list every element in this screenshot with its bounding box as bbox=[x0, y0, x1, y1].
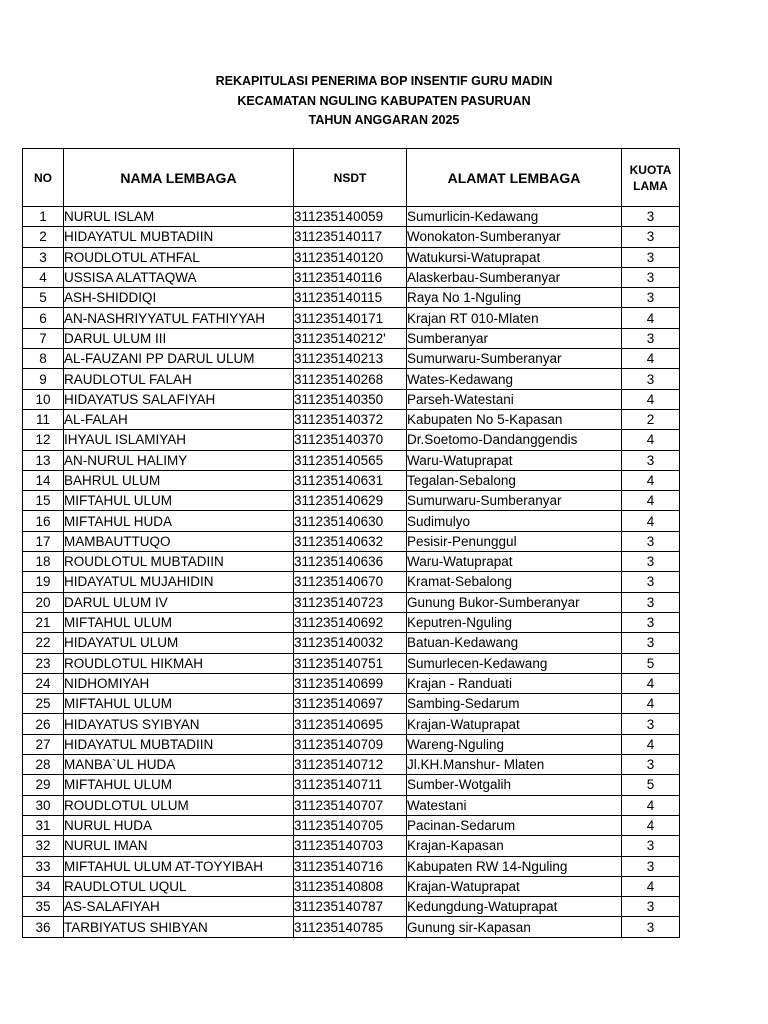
table-row bbox=[23, 227, 680, 247]
cell-nsdt: 311235140171 bbox=[294, 308, 407, 328]
cell-nsdt: 311235140115 bbox=[294, 288, 407, 308]
cell-nama-lembaga: NURUL HUDA bbox=[64, 815, 294, 835]
table-row bbox=[23, 288, 680, 308]
cell-kuota-lama: 4 bbox=[622, 876, 680, 896]
cell-no: 23 bbox=[23, 653, 64, 673]
cell-nsdt: 311235140350 bbox=[294, 389, 407, 409]
table-row bbox=[23, 897, 680, 917]
cell-kuota-lama: 4 bbox=[622, 430, 680, 450]
table-row bbox=[23, 430, 680, 450]
header-kuota-line-2: LAMA bbox=[633, 178, 668, 193]
cell-alamat-lembaga: Krajan-Watuprapat bbox=[407, 876, 622, 896]
table-row bbox=[23, 755, 680, 775]
cell-kuota-lama: 3 bbox=[622, 572, 680, 592]
cell-nsdt: 311235140703 bbox=[294, 836, 407, 856]
cell-nsdt: 311235140632 bbox=[294, 531, 407, 551]
cell-nsdt: 311235140117 bbox=[294, 227, 407, 247]
cell-nama-lembaga: ROUDLOTUL ATHFAL bbox=[64, 247, 294, 267]
cell-nsdt: 311235140629 bbox=[294, 491, 407, 511]
header-no: NO bbox=[23, 149, 64, 207]
cell-nsdt: 311235140116 bbox=[294, 267, 407, 287]
cell-nama-lembaga: HIDAYATUS SALAFIYAH bbox=[64, 389, 294, 409]
cell-nama-lembaga: USSISA ALATTAQWA bbox=[64, 267, 294, 287]
cell-nama-lembaga: MANBA`UL HUDA bbox=[64, 755, 294, 775]
table-row bbox=[23, 673, 680, 693]
cell-nama-lembaga: AL-FALAH bbox=[64, 409, 294, 429]
cell-nsdt: 311235140631 bbox=[294, 470, 407, 490]
cell-kuota-lama: 4 bbox=[622, 694, 680, 714]
cell-no: 2 bbox=[23, 227, 64, 247]
cell-no: 28 bbox=[23, 755, 64, 775]
table-row bbox=[23, 734, 680, 754]
cell-alamat-lembaga: Wates-Kedawang bbox=[407, 369, 622, 389]
cell-nsdt: 311235140120 bbox=[294, 247, 407, 267]
cell-kuota-lama: 3 bbox=[622, 592, 680, 612]
cell-no: 13 bbox=[23, 450, 64, 470]
cell-nsdt: 311235140032 bbox=[294, 633, 407, 653]
cell-kuota-lama: 4 bbox=[622, 349, 680, 369]
header-nama-lembaga: NAMA LEMBAGA bbox=[64, 149, 294, 207]
cell-no: 33 bbox=[23, 856, 64, 876]
cell-nsdt: 311235140712 bbox=[294, 755, 407, 775]
cell-nama-lembaga: DARUL ULUM III bbox=[64, 328, 294, 348]
cell-no: 12 bbox=[23, 430, 64, 450]
cell-kuota-lama: 4 bbox=[622, 308, 680, 328]
cell-no: 35 bbox=[23, 897, 64, 917]
cell-kuota-lama: 4 bbox=[622, 815, 680, 835]
cell-nsdt: 311235140808 bbox=[294, 876, 407, 896]
cell-kuota-lama: 3 bbox=[622, 369, 680, 389]
cell-nsdt: 311235140709 bbox=[294, 734, 407, 754]
table-row bbox=[23, 633, 680, 653]
cell-alamat-lembaga: Krajan - Randuati bbox=[407, 673, 622, 693]
table-row bbox=[23, 328, 680, 348]
cell-nsdt: 311235140716 bbox=[294, 856, 407, 876]
cell-alamat-lembaga: Waru-Watuprapat bbox=[407, 450, 622, 470]
cell-nama-lembaga: MIFTAHUL ULUM bbox=[64, 694, 294, 714]
cell-nama-lembaga: HIDAYATUL MUJAHIDIN bbox=[64, 572, 294, 592]
cell-kuota-lama: 3 bbox=[622, 531, 680, 551]
cell-nama-lembaga: HIDAYATUL MUBTADIIN bbox=[64, 227, 294, 247]
cell-nsdt: 311235140670 bbox=[294, 572, 407, 592]
cell-alamat-lembaga: Sumurwaru-Sumberanyar bbox=[407, 491, 622, 511]
cell-kuota-lama: 3 bbox=[622, 267, 680, 287]
document-title bbox=[0, 72, 768, 131]
cell-alamat-lembaga: Watukursi-Watuprapat bbox=[407, 247, 622, 267]
cell-nama-lembaga: RAUDLOTUL FALAH bbox=[64, 369, 294, 389]
cell-kuota-lama: 3 bbox=[622, 288, 680, 308]
title-line-3: TAHUN ANGGARAN 2025 bbox=[308, 113, 460, 127]
title-line-1: REKAPITULASI PENERIMA BOP INSENTIF GURU MADIN bbox=[215, 74, 553, 88]
cell-no: 34 bbox=[23, 876, 64, 896]
cell-kuota-lama: 4 bbox=[622, 511, 680, 531]
cell-kuota-lama: 3 bbox=[622, 612, 680, 632]
cell-nama-lembaga: NURUL IMAN bbox=[64, 836, 294, 856]
cell-alamat-lembaga: Krajan-Watuprapat bbox=[407, 714, 622, 734]
table-row bbox=[23, 369, 680, 389]
cell-kuota-lama: 3 bbox=[622, 247, 680, 267]
table-row bbox=[23, 531, 680, 551]
cell-kuota-lama: 5 bbox=[622, 775, 680, 795]
cell-nsdt: 311235140370 bbox=[294, 430, 407, 450]
cell-kuota-lama: 3 bbox=[622, 917, 680, 937]
cell-nama-lembaga: MAMBAUTTUQO bbox=[64, 531, 294, 551]
cell-kuota-lama: 3 bbox=[622, 207, 680, 227]
table-row bbox=[23, 592, 680, 612]
cell-kuota-lama: 3 bbox=[622, 836, 680, 856]
cell-kuota-lama: 4 bbox=[622, 389, 680, 409]
cell-alamat-lembaga: Sumberanyar bbox=[407, 328, 622, 348]
cell-alamat-lembaga: Sumber-Wotgalih bbox=[407, 775, 622, 795]
cell-alamat-lembaga: Krajan-Kapasan bbox=[407, 836, 622, 856]
cell-nsdt: 311235140636 bbox=[294, 552, 407, 572]
cell-no: 18 bbox=[23, 552, 64, 572]
cell-no: 15 bbox=[23, 491, 64, 511]
cell-no: 3 bbox=[23, 247, 64, 267]
recipients-table bbox=[22, 148, 680, 938]
cell-no: 1 bbox=[23, 207, 64, 227]
cell-alamat-lembaga: Gunung Bukor-Sumberanyar bbox=[407, 592, 622, 612]
table-row bbox=[23, 470, 680, 490]
cell-alamat-lembaga: Sumurwaru-Sumberanyar bbox=[407, 349, 622, 369]
table-row bbox=[23, 389, 680, 409]
table-row bbox=[23, 917, 680, 937]
cell-nsdt: 311235140268 bbox=[294, 369, 407, 389]
cell-no: 8 bbox=[23, 349, 64, 369]
cell-alamat-lembaga: Keputren-Nguling bbox=[407, 612, 622, 632]
cell-nsdt: 311235140059 bbox=[294, 207, 407, 227]
cell-nsdt: 311235140692 bbox=[294, 612, 407, 632]
cell-kuota-lama: 3 bbox=[622, 755, 680, 775]
cell-kuota-lama: 5 bbox=[622, 653, 680, 673]
table-row bbox=[23, 308, 680, 328]
cell-no: 7 bbox=[23, 328, 64, 348]
cell-nsdt: 311235140213 bbox=[294, 349, 407, 369]
cell-kuota-lama: 3 bbox=[622, 328, 680, 348]
table-body bbox=[23, 207, 680, 938]
cell-kuota-lama: 4 bbox=[622, 673, 680, 693]
cell-nsdt: 311235140697 bbox=[294, 694, 407, 714]
cell-alamat-lembaga: Jl.KH.Manshur- Mlaten bbox=[407, 755, 622, 775]
title-line-2: KECAMATAN NGULING KABUPATEN PASURUAN bbox=[237, 93, 531, 108]
table-row bbox=[23, 511, 680, 531]
cell-no: 17 bbox=[23, 531, 64, 551]
cell-alamat-lembaga: Pacinan-Sedarum bbox=[407, 815, 622, 835]
table-row bbox=[23, 876, 680, 896]
table-row bbox=[23, 267, 680, 287]
cell-no: 16 bbox=[23, 511, 64, 531]
header-alamat-lembaga: ALAMAT LEMBAGA bbox=[407, 149, 622, 207]
cell-no: 30 bbox=[23, 795, 64, 815]
cell-alamat-lembaga: Wareng-Nguling bbox=[407, 734, 622, 754]
cell-no: 22 bbox=[23, 633, 64, 653]
cell-no: 36 bbox=[23, 917, 64, 937]
cell-nama-lembaga: RAUDLOTUL UQUL bbox=[64, 876, 294, 896]
cell-nsdt: 311235140711 bbox=[294, 775, 407, 795]
cell-no: 5 bbox=[23, 288, 64, 308]
cell-kuota-lama: 4 bbox=[622, 734, 680, 754]
table-row bbox=[23, 694, 680, 714]
table-row bbox=[23, 612, 680, 632]
cell-nama-lembaga: MIFTAHUL ULUM AT-TOYYIBAH bbox=[64, 856, 294, 876]
cell-nsdt: 311235140723 bbox=[294, 592, 407, 612]
cell-alamat-lembaga: Watestani bbox=[407, 795, 622, 815]
cell-alamat-lembaga: Pesisir-Penunggul bbox=[407, 531, 622, 551]
cell-kuota-lama: 4 bbox=[622, 491, 680, 511]
cell-nsdt: 311235140565 bbox=[294, 450, 407, 470]
cell-no: 25 bbox=[23, 694, 64, 714]
table-row bbox=[23, 572, 680, 592]
cell-kuota-lama: 2 bbox=[622, 409, 680, 429]
cell-nsdt: 311235140372 bbox=[294, 409, 407, 429]
cell-no: 6 bbox=[23, 308, 64, 328]
cell-nsdt: 311235140212' bbox=[294, 328, 407, 348]
cell-no: 11 bbox=[23, 409, 64, 429]
table-row bbox=[23, 815, 680, 835]
cell-kuota-lama: 4 bbox=[622, 795, 680, 815]
table-row bbox=[23, 409, 680, 429]
cell-nsdt: 311235140705 bbox=[294, 815, 407, 835]
cell-alamat-lembaga: Sudimulyo bbox=[407, 511, 622, 531]
cell-nama-lembaga: AS-SALAFIYAH bbox=[64, 897, 294, 917]
table-row bbox=[23, 856, 680, 876]
cell-no: 10 bbox=[23, 389, 64, 409]
cell-no: 31 bbox=[23, 815, 64, 835]
cell-nama-lembaga: AN-NASHRIYYATUL FATHIYYAH bbox=[64, 308, 294, 328]
table-row bbox=[23, 552, 680, 572]
table-row bbox=[23, 450, 680, 470]
cell-nama-lembaga: TARBIYATUS SHIBYAN bbox=[64, 917, 294, 937]
cell-alamat-lembaga: Kedungdung-Watuprapat bbox=[407, 897, 622, 917]
cell-nama-lembaga: HIDAYATUL ULUM bbox=[64, 633, 294, 653]
table-header bbox=[23, 149, 680, 207]
cell-no: 4 bbox=[23, 267, 64, 287]
header-kuota-line-1: KUOTA bbox=[629, 162, 672, 177]
table-row bbox=[23, 491, 680, 511]
cell-nama-lembaga: ASH-SHIDDIQI bbox=[64, 288, 294, 308]
cell-alamat-lembaga: Gunung sir-Kapasan bbox=[407, 917, 622, 937]
cell-nama-lembaga: BAHRUL ULUM bbox=[64, 470, 294, 490]
table-row bbox=[23, 775, 680, 795]
cell-kuota-lama: 3 bbox=[622, 633, 680, 653]
cell-alamat-lembaga: Raya No 1-Nguling bbox=[407, 288, 622, 308]
cell-alamat-lembaga: Parseh-Watestani bbox=[407, 389, 622, 409]
cell-nsdt: 311235140630 bbox=[294, 511, 407, 531]
table-row bbox=[23, 207, 680, 227]
cell-no: 19 bbox=[23, 572, 64, 592]
cell-nsdt: 311235140695 bbox=[294, 714, 407, 734]
cell-alamat-lembaga: Sambing-Sedarum bbox=[407, 694, 622, 714]
cell-nama-lembaga: HIDAYATUL MUBTADIIN bbox=[64, 734, 294, 754]
table-row bbox=[23, 247, 680, 267]
cell-nama-lembaga: MIFTAHUL ULUM bbox=[64, 612, 294, 632]
cell-alamat-lembaga: Sumurlecen-Kedawang bbox=[407, 653, 622, 673]
table-row bbox=[23, 349, 680, 369]
cell-nama-lembaga: AL-FAUZANI PP DARUL ULUM bbox=[64, 349, 294, 369]
cell-nama-lembaga: DARUL ULUM IV bbox=[64, 592, 294, 612]
cell-kuota-lama: 3 bbox=[622, 227, 680, 247]
cell-kuota-lama: 3 bbox=[622, 856, 680, 876]
cell-kuota-lama: 3 bbox=[622, 714, 680, 734]
cell-nama-lembaga: MIFTAHUL HUDA bbox=[64, 511, 294, 531]
cell-nsdt: 311235140785 bbox=[294, 917, 407, 937]
cell-nama-lembaga: ROUDLOTUL MUBTADIIN bbox=[64, 552, 294, 572]
cell-alamat-lembaga: Kramat-Sebalong bbox=[407, 572, 622, 592]
cell-nama-lembaga: ROUDLOTUL ULUM bbox=[64, 795, 294, 815]
cell-no: 32 bbox=[23, 836, 64, 856]
cell-nama-lembaga: MIFTAHUL ULUM bbox=[64, 491, 294, 511]
cell-no: 20 bbox=[23, 592, 64, 612]
cell-no: 26 bbox=[23, 714, 64, 734]
cell-kuota-lama: 4 bbox=[622, 470, 680, 490]
cell-no: 27 bbox=[23, 734, 64, 754]
header-nsdt: NSDT bbox=[294, 149, 407, 207]
cell-kuota-lama: 3 bbox=[622, 450, 680, 470]
cell-no: 24 bbox=[23, 673, 64, 693]
cell-kuota-lama: 3 bbox=[622, 552, 680, 572]
cell-no: 14 bbox=[23, 470, 64, 490]
cell-no: 21 bbox=[23, 612, 64, 632]
cell-alamat-lembaga: Waru-Watuprapat bbox=[407, 552, 622, 572]
cell-nsdt: 311235140699 bbox=[294, 673, 407, 693]
cell-nama-lembaga: IHYAUL ISLAMIYAH bbox=[64, 430, 294, 450]
cell-alamat-lembaga: Dr.Soetomo-Dandanggendis bbox=[407, 430, 622, 450]
cell-alamat-lembaga: Alaskerbau-Sumberanyar bbox=[407, 267, 622, 287]
cell-alamat-lembaga: Kabupaten No 5-Kapasan bbox=[407, 409, 622, 429]
cell-alamat-lembaga: Sumurlicin-Kedawang bbox=[407, 207, 622, 227]
cell-no: 9 bbox=[23, 369, 64, 389]
cell-no: 29 bbox=[23, 775, 64, 795]
cell-alamat-lembaga: Tegalan-Sebalong bbox=[407, 470, 622, 490]
cell-alamat-lembaga: Batuan-Kedawang bbox=[407, 633, 622, 653]
cell-nama-lembaga: AN-NURUL HALIMY bbox=[64, 450, 294, 470]
table-row bbox=[23, 836, 680, 856]
table-row bbox=[23, 653, 680, 673]
cell-nsdt: 311235140787 bbox=[294, 897, 407, 917]
cell-alamat-lembaga: Kabupaten RW 14-Nguling bbox=[407, 856, 622, 876]
cell-nama-lembaga: NIDHOMIYAH bbox=[64, 673, 294, 693]
cell-nama-lembaga: MIFTAHUL ULUM bbox=[64, 775, 294, 795]
table-row bbox=[23, 714, 680, 734]
cell-nama-lembaga: ROUDLOTUL HIKMAH bbox=[64, 653, 294, 673]
table-row bbox=[23, 795, 680, 815]
cell-nama-lembaga: HIDAYATUS SYIBYAN bbox=[64, 714, 294, 734]
cell-nama-lembaga: NURUL ISLAM bbox=[64, 207, 294, 227]
header-kuota-lama bbox=[622, 149, 680, 207]
cell-nsdt: 311235140751 bbox=[294, 653, 407, 673]
cell-alamat-lembaga: Wonokaton-Sumberanyar bbox=[407, 227, 622, 247]
header-row bbox=[23, 149, 680, 207]
cell-nsdt: 311235140707 bbox=[294, 795, 407, 815]
cell-kuota-lama: 3 bbox=[622, 897, 680, 917]
cell-alamat-lembaga: Krajan RT 010-Mlaten bbox=[407, 308, 622, 328]
